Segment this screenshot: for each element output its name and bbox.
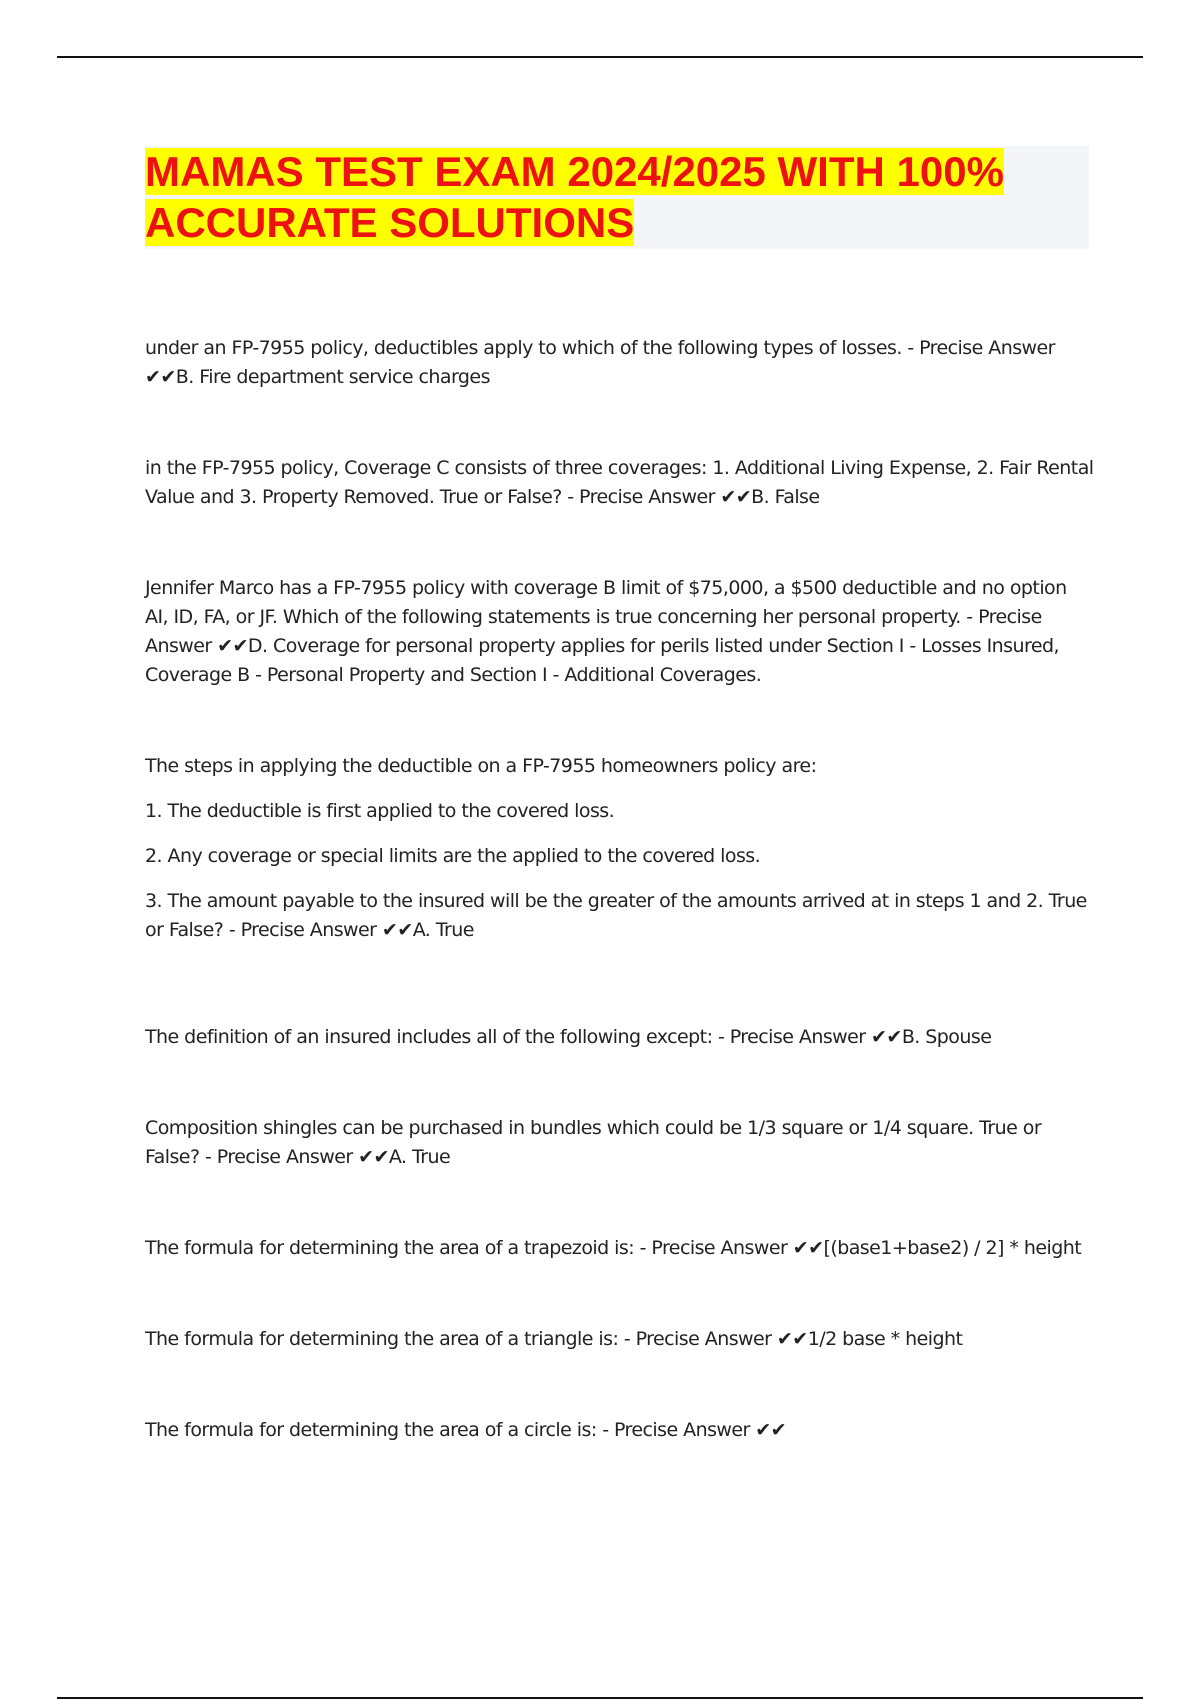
answer-4: A. True	[412, 919, 474, 941]
answer-8: 1/2 base * height	[807, 1328, 963, 1350]
answer-2: B. False	[751, 486, 820, 508]
answer-marker-8: - Precise Answer ✔✔	[623, 1328, 808, 1350]
question-1: under an FP-7955 policy, deductibles apply to which of the following types of losses.	[145, 337, 902, 359]
answer-1: B. Fire department service charges	[175, 366, 490, 388]
answer-5: B. Spouse	[901, 1026, 992, 1048]
qa-item-3	[145, 574, 1095, 690]
question-3: Jennifer Marco has a FP-7955 policy with coverage B limit of $75,000, a $500 deductible and no option AI, ID, FA, or JF. Which of the following statements is true concerning her personal property.	[145, 577, 1067, 628]
question-4-step-2: 2. Any coverage or special limits are the applied to the covered loss.	[145, 845, 761, 867]
qa-item-8	[145, 1325, 1095, 1354]
question-4-step-1: 1. The deductible is first applied to the covered loss.	[145, 800, 615, 822]
answer-marker-3: - Precise Answer ✔✔	[145, 606, 1042, 657]
question-2: in the FP-7955 policy, Coverage C consists of three coverages: 1. Additional Living Expense, 2. Fair Rental Value and 3. Property Removed. True or False?	[145, 457, 1094, 508]
question-9: The formula for determining the area of a circle is:	[145, 1419, 597, 1441]
answer-6: A. True	[388, 1146, 451, 1168]
qa-item-2	[145, 454, 1095, 512]
qa-item-7	[145, 1234, 1095, 1263]
bottom-rule	[57, 1697, 1143, 1699]
top-rule	[57, 56, 1143, 58]
qa-item-9	[145, 1416, 1095, 1445]
answer-marker-9: - Precise Answer ✔✔	[602, 1419, 787, 1441]
title-line-1: MAMAS TEST EXAM 2024/2025 WITH 100%	[145, 148, 1004, 195]
answer-marker-7: - Precise Answer ✔✔	[639, 1237, 824, 1259]
answer-marker-4: - Precise Answer ✔✔	[228, 919, 413, 941]
question-7: The formula for determining the area of a trapezoid is:	[145, 1237, 635, 1259]
question-4: 3. The amount payable to the insured will be the greater of the amounts arrived at in steps 1 and 2. True or False?	[145, 890, 1087, 941]
title-line-2: ACCURATE SOLUTIONS	[145, 199, 635, 246]
title-block	[145, 146, 1089, 249]
qa-item-5	[145, 1023, 1095, 1052]
qa-item-6	[145, 1114, 1095, 1172]
question-5: The definition of an insured includes all of the following except:	[145, 1026, 713, 1048]
answer-marker-6: - Precise Answer ✔✔	[204, 1146, 389, 1168]
answer-marker-5: - Precise Answer ✔✔	[717, 1026, 902, 1048]
answer-7: [(base1+base2) / 2] * height	[823, 1237, 1082, 1259]
answer-marker-1: - Precise Answer ✔✔	[145, 337, 1055, 388]
qa-item-1	[145, 334, 1095, 392]
answer-marker-2: - Precise Answer ✔✔	[567, 486, 752, 508]
answer-3: D. Coverage for personal property applies for perils listed under Section I - Losses Insured, Coverage B - Personal Property and Section I - Additional Coverages.	[145, 635, 1059, 686]
question-6: Composition shingles can be purchased in bundles which could be 1/3 square or 1/4 square. True or False?	[145, 1117, 1042, 1168]
qa-list	[145, 334, 1095, 1445]
question-4-intro: The steps in applying the deductible on a FP-7955 homeowners policy are:	[145, 755, 817, 777]
page-title	[145, 146, 1089, 248]
qa-item-4	[145, 752, 1095, 945]
question-8: The formula for determining the area of a triangle is:	[145, 1328, 619, 1350]
